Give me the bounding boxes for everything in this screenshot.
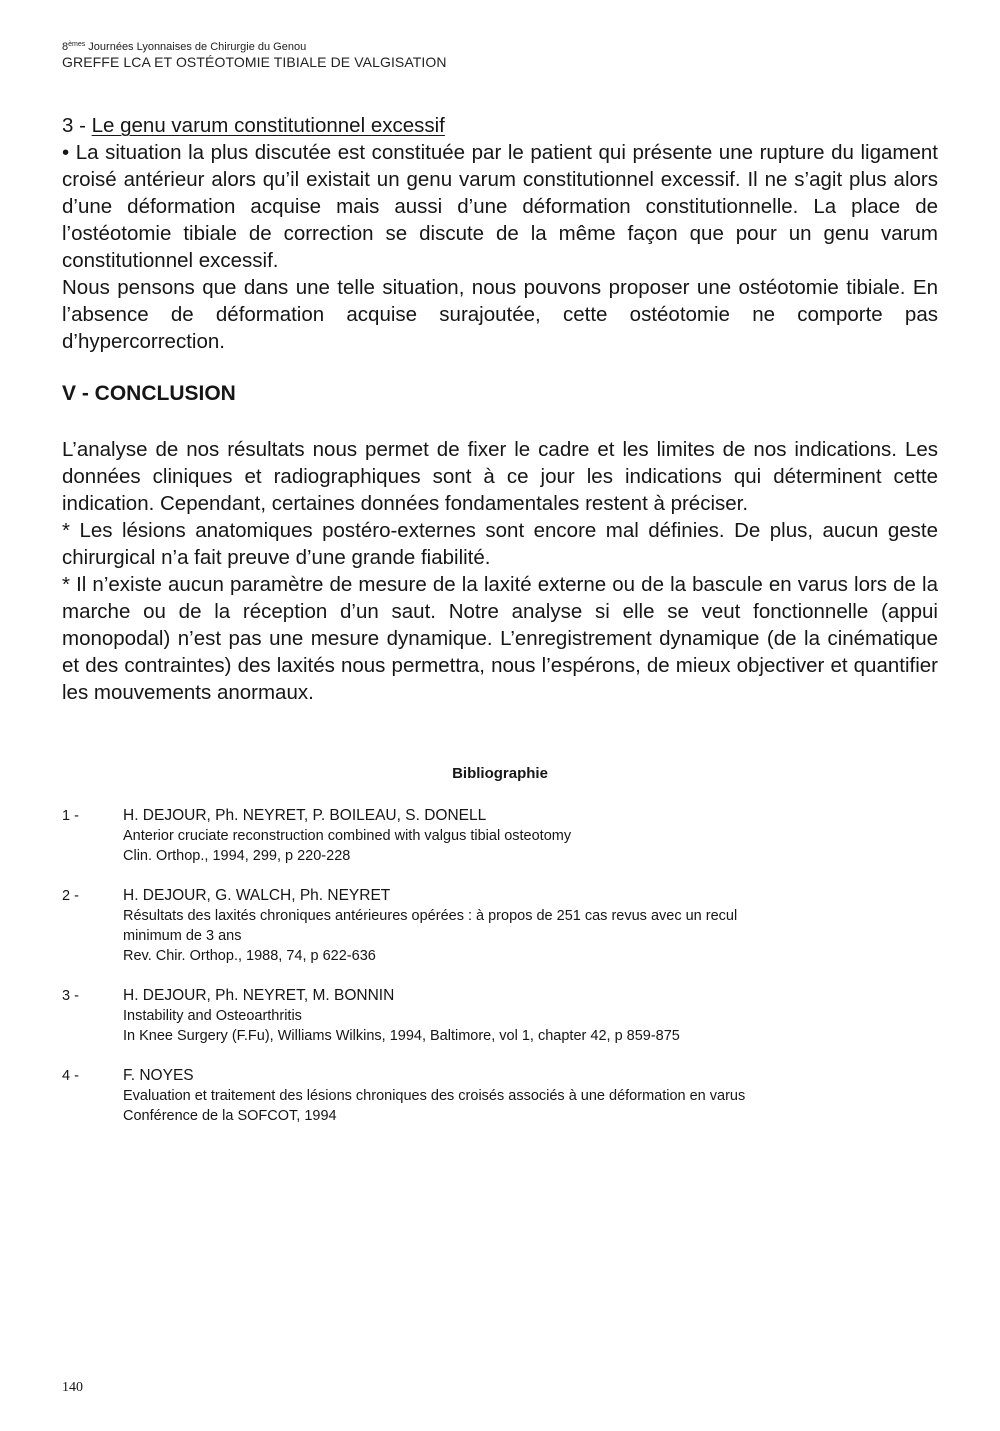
conclusion-block: [62, 436, 938, 706]
running-head-ordinal: 8: [62, 41, 69, 53]
bibliography-list: [62, 806, 942, 1126]
reference-source: Rev. Chir. Orthop., 1988, 74, p 622-636: [123, 948, 376, 964]
bibliography-heading: Bibliographie: [452, 765, 548, 782]
reference-source: In Knee Surgery (F.Fu), Williams Wilkins, 1994, Baltimore, vol 1, chapter 42, p 859-875: [123, 1028, 680, 1044]
reference-title: Anterior cruciate reconstruction combined with valgus tibial osteotomy: [123, 828, 572, 844]
reference-source: Conférence de la SOFCOT, 1994: [123, 1108, 337, 1124]
running-head-ordinal-suffix: èmes: [68, 41, 86, 48]
running-head-title: GREFFE LCA ET OSTÉOTOMIE TIBIALE DE VALGISATION: [62, 54, 447, 70]
conclusion-paragraph-3: * Il n’existe aucun paramètre de mesure de la laxité externe ou de la bascule en varus lors de la marche ou de la réception d’un saut. Notre analyse si elle se veut fonctionnelle (appui monopodal) n’est pas une mesure dynamique. L’enregistrement dynamique (de la cinématique et des contraintes) des laxités nous permettra, nous l’espérons, de mieux objectiver et quantifier les mouvements anormaux.: [62, 573, 938, 704]
section-3-heading: [62, 112, 938, 139]
page-number: 140: [62, 1380, 83, 1395]
running-head-conference: [62, 38, 447, 54]
reference-title: Instability and Osteoarthritis: [123, 1008, 302, 1024]
section-3-paragraph-1: • La situation la plus discutée est constituée par le patient qui présente une rupture du ligament croisé antérieur alors qu’il existait un genu varum constitutionnel excessif. Il ne s’agit plus alors d’une déformation acquise mais aussi d’une déformation constitutionnelle. La place de l’ostéotomie tibiale de correction se discute de la même façon que pour un genu varum constitutionnel excessif.: [62, 141, 938, 272]
bibliography-entry: [62, 1066, 942, 1126]
running-head: [62, 38, 447, 71]
section-3-heading-text: Le genu varum constitutionnel excessif: [91, 114, 445, 137]
reference-number: 3 -: [62, 988, 79, 1004]
bibliography-entry: [62, 806, 942, 866]
running-head-conference-name: Journées Lyonnaises de Chirurgie du Genou: [85, 41, 307, 53]
section-3-block: [62, 112, 938, 355]
conclusion-heading: V - CONCLUSION: [62, 382, 236, 405]
reference-title-continued: minimum de 3 ans: [123, 928, 242, 944]
reference-number: 4 -: [62, 1068, 79, 1084]
reference-source: Clin. Orthop., 1994, 299, p 220-228: [123, 848, 351, 864]
reference-authors: H. DEJOUR, Ph. NEYRET, P. BOILEAU, S. DONELL: [123, 807, 487, 824]
reference-authors: F. NOYES: [123, 1067, 194, 1084]
conclusion-paragraph-1: L’analyse de nos résultats nous permet de fixer le cadre et les limites de nos indications. Les données cliniques et radiographiques sont à ce jour les indications qui déterminent cette indication. Cependant, certaines données fondamentales restent à préciser.: [62, 438, 938, 515]
reference-authors: H. DEJOUR, Ph. NEYRET, M. BONNIN: [123, 987, 395, 1004]
reference-authors: H. DEJOUR, G. WALCH, Ph. NEYRET: [123, 887, 391, 904]
bibliography-entry: [62, 986, 942, 1046]
reference-title: Evaluation et traitement des lésions chroniques des croisés associés à une déformation en varus: [123, 1088, 746, 1104]
reference-title: Résultats des laxités chroniques antérieures opérées : à propos de 251 cas revus avec un recul: [123, 908, 738, 924]
conclusion-paragraph-2: * Les lésions anatomiques postéro-externes sont encore mal définies. De plus, aucun geste chirurgical n’a fait preuve d’une grande fiabilité.: [62, 519, 938, 569]
section-3-number: 3 -: [62, 114, 92, 137]
reference-number: 1 -: [62, 808, 79, 824]
reference-number: 2 -: [62, 888, 79, 904]
bibliography-entry: [62, 886, 942, 966]
section-3-paragraph-2: Nous pensons que dans une telle situation, nous pouvons proposer une ostéotomie tibiale. En l’absence de déformation acquise surajoutée, cette ostéotomie ne comporte pas d’hypercorrection.: [62, 276, 938, 353]
